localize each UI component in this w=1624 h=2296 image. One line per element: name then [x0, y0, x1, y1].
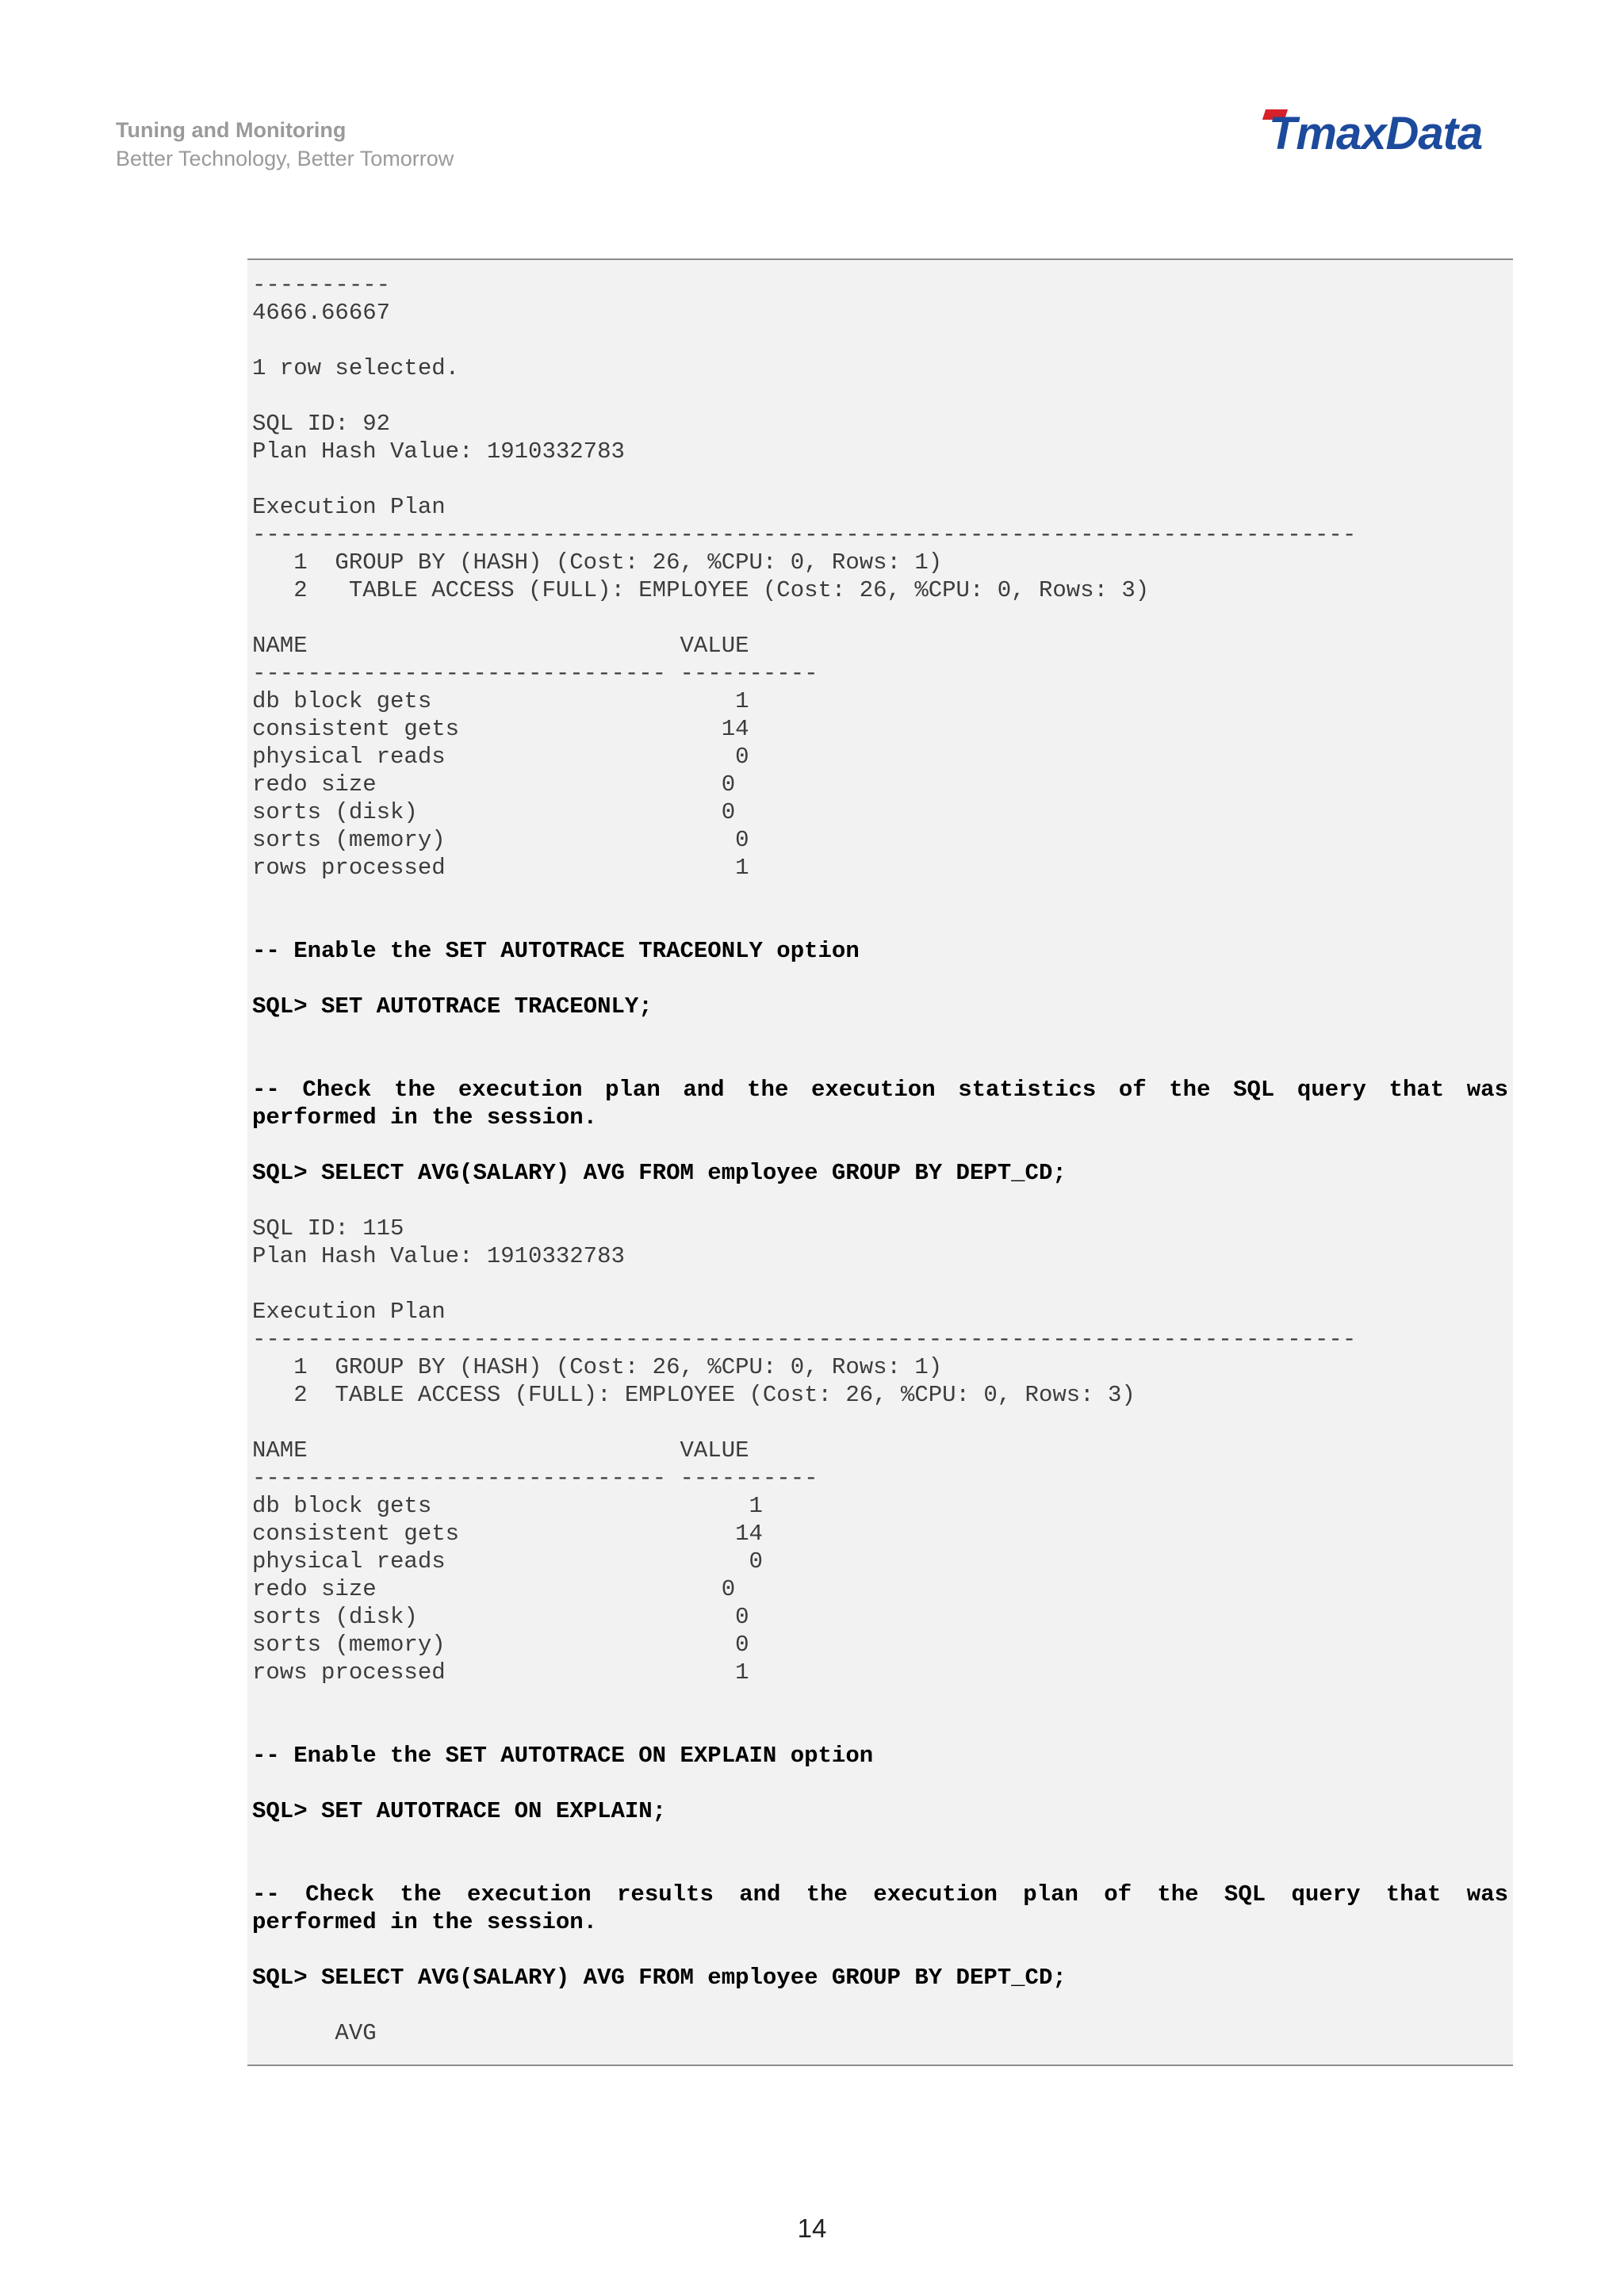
plan-2-step-2: 2 TABLE ACCESS (FULL): EMPLOYEE (Cost: 26, %CPU: 0, Rows: 3): [252, 1382, 1136, 1408]
plan-2-step-1: 1 GROUP BY (HASH) (Cost: 26, %CPU: 0, Rows: 1): [252, 1354, 943, 1380]
comment-check-results-line-2: performed in the session.: [252, 1909, 598, 1935]
stats-separator-1: ------------------------------ ----------: [252, 660, 818, 687]
stats-1-row: consistent gets 14: [252, 716, 749, 742]
command-select-1: SQL> SELECT AVG(SALARY) AVG FROM employee GROUP BY DEPT_CD;: [252, 1160, 1067, 1186]
stats-2-row: sorts (memory) 0: [252, 1632, 749, 1658]
stats-header-2: NAME VALUE: [252, 1437, 749, 1464]
plan-hash-1: Plan Hash Value: 1910332783: [252, 438, 625, 465]
header-subtitle: Better Technology, Better Tomorrow: [116, 147, 454, 170]
avg-column-header: AVG: [252, 2020, 377, 2046]
page-header: [116, 116, 454, 173]
logo-text: TmaxData: [1269, 108, 1483, 159]
stats-2-row: consistent gets 14: [252, 1521, 763, 1547]
stats-1-row: physical reads 0: [252, 744, 749, 770]
stats-2-row: sorts (disk) 0: [252, 1604, 749, 1630]
page-number: 14: [797, 2214, 827, 2243]
stats-header-1: NAME VALUE: [252, 633, 749, 659]
stats-2-row: rows processed 1: [252, 1659, 749, 1686]
header-title: Tuning and Monitoring: [116, 118, 347, 142]
stats-1-row: rows processed 1: [252, 855, 749, 881]
stats-2-row: db block gets 1: [252, 1493, 763, 1519]
stats-2-row: physical reads 0: [252, 1548, 763, 1575]
separator-long-2: --------------------------------------------------------------------------------: [252, 1326, 1357, 1353]
result-value: 4666.66667: [252, 300, 391, 326]
stats-1-row: db block gets 1: [252, 688, 749, 714]
execution-plan-heading-2: Execution Plan: [252, 1299, 446, 1325]
command-traceonly: SQL> SET AUTOTRACE TRACEONLY;: [252, 993, 653, 1020]
stats-1-row: sorts (memory) 0: [252, 827, 749, 853]
plan-hash-2: Plan Hash Value: 1910332783: [252, 1243, 625, 1269]
stats-1-row: redo size 0: [252, 771, 736, 798]
stats-1-row: sorts (disk) 0: [252, 799, 736, 825]
comment-explain: -- Enable the SET AUTOTRACE ON EXPLAIN option: [252, 1743, 874, 1769]
plan-1-step-2: 2 TABLE ACCESS (FULL): EMPLOYEE (Cost: 26, %CPU: 0, Rows: 3): [252, 577, 1150, 603]
comment-traceonly: -- Enable the SET AUTOTRACE TRACEONLY option: [252, 938, 860, 964]
command-explain: SQL> SET AUTOTRACE ON EXPLAIN;: [252, 1798, 667, 1824]
plan-1-step-1: 1 GROUP BY (HASH) (Cost: 26, %CPU: 0, Rows: 1): [252, 549, 943, 576]
comment-check-plan-line-2: performed in the session.: [252, 1104, 598, 1131]
execution-plan-heading-1: Execution Plan: [252, 494, 446, 520]
separator-long-1: --------------------------------------------------------------------------------: [252, 522, 1357, 548]
row-selected-text: 1 row selected.: [252, 355, 460, 381]
sql-id-1: SQL ID: 92: [252, 411, 391, 437]
stats-separator-2: ------------------------------ ----------: [252, 1465, 818, 1491]
comment-check-results-line-1: -- Check the execution results and the execution plan of the SQL query that was: [252, 1881, 1508, 1908]
tmaxdata-logo: [1259, 106, 1510, 162]
separator-short: ----------: [252, 272, 391, 298]
command-select-2: SQL> SELECT AVG(SALARY) AVG FROM employee GROUP BY DEPT_CD;: [252, 1965, 1067, 1991]
comment-check-plan-line-1: -- Check the execution plan and the execution statistics of the SQL query that was: [252, 1077, 1508, 1103]
sql-id-2: SQL ID: 115: [252, 1215, 404, 1242]
code-block: [247, 258, 1513, 2066]
stats-2-row: redo size 0: [252, 1576, 736, 1602]
